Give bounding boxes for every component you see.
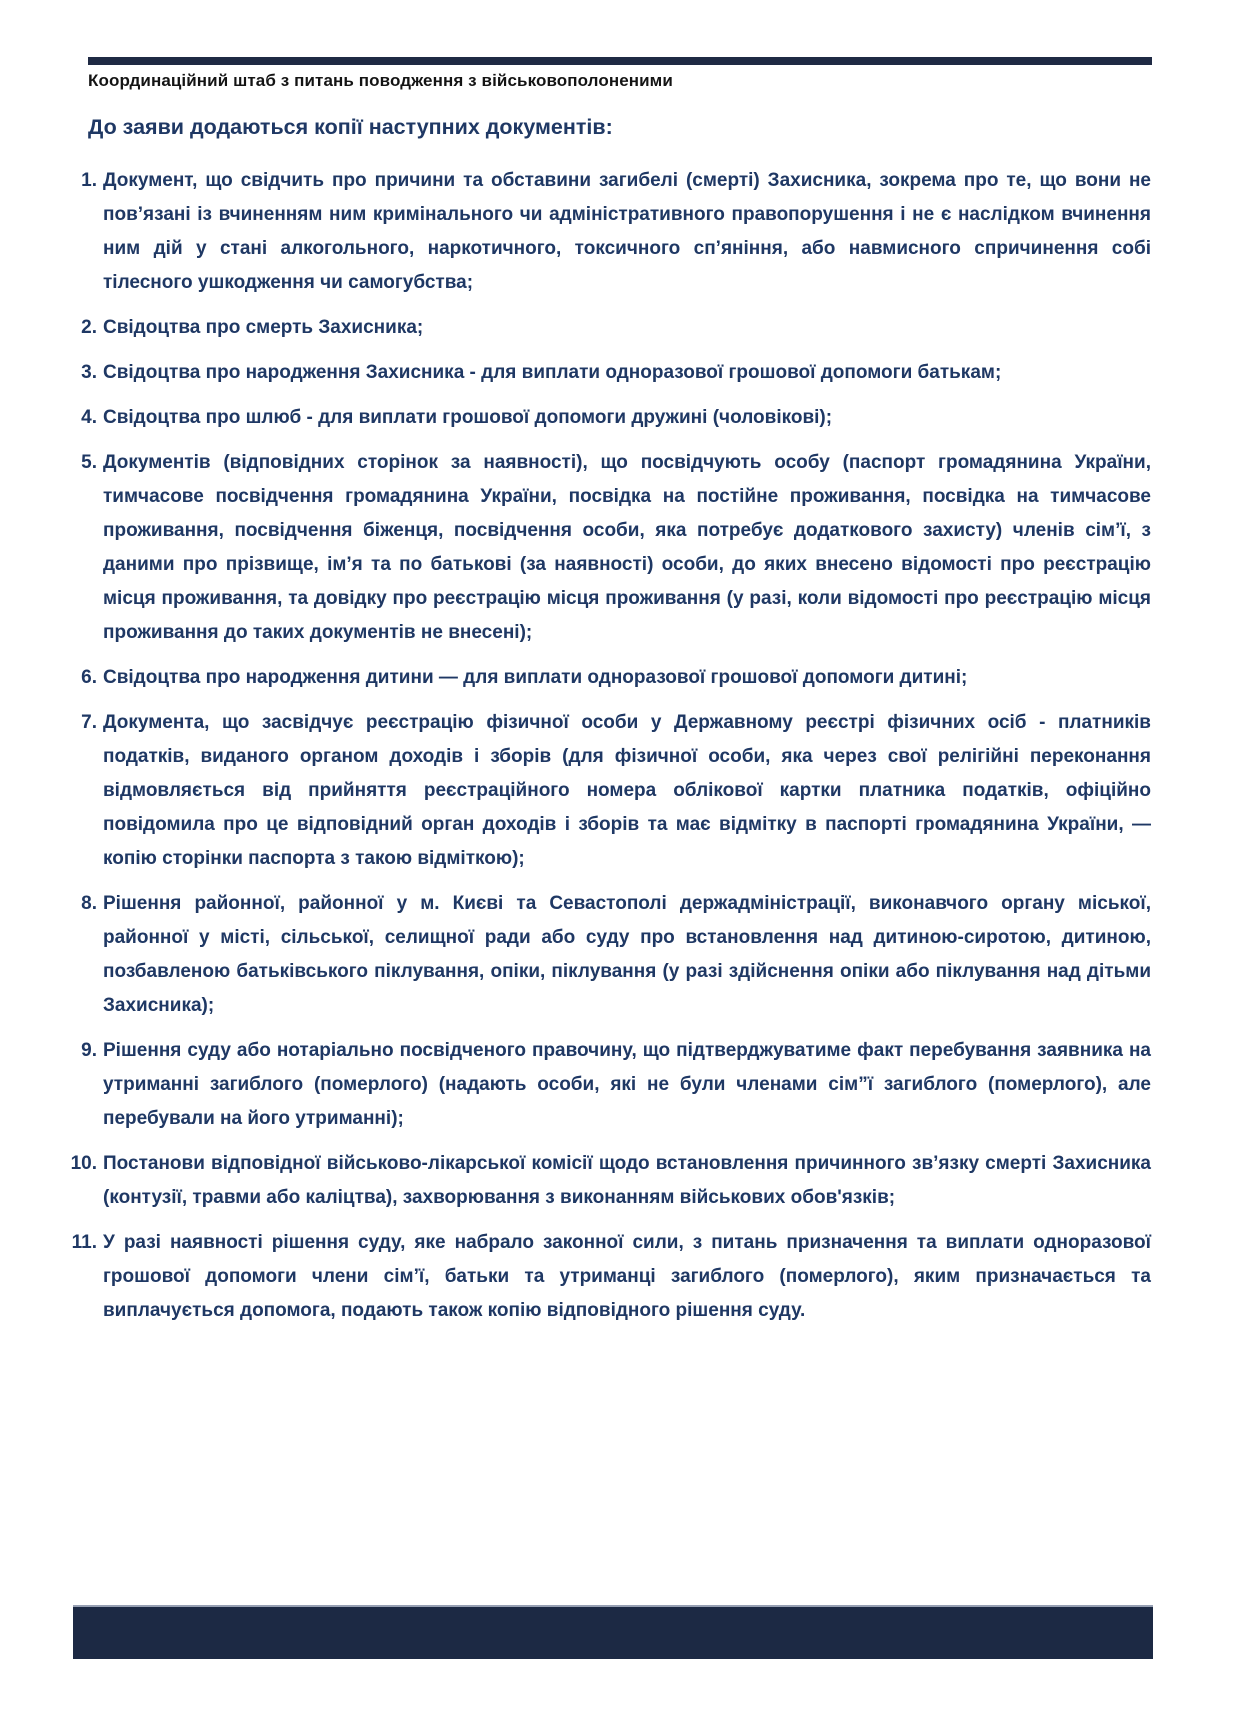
list-item (65, 311, 1151, 345)
org-header: Координаційний штаб з питань поводження з військовополоненими (88, 71, 673, 90)
footer-bar (73, 1605, 1153, 1659)
list-item (65, 356, 1151, 390)
document-list (65, 164, 1151, 1339)
page-title: До заяви додаються копії наступних документів: (88, 115, 613, 139)
list-item (65, 706, 1151, 876)
top-rule (88, 57, 1152, 65)
list-item-number: 7. (81, 712, 97, 733)
list-item (65, 1147, 1151, 1215)
list-item-number: 10. (70, 1153, 97, 1174)
list-item-text: У разі наявності рішення суду, яке набрало законної сили, з питань призначення та виплати одноразової грошової допомоги члени сім’ї, батьки та утриманці загиблого (померлого), яким призначається та виплачується допомога, подають також копію відповідного рішення суду. (103, 1232, 1151, 1321)
list-item-number: 11. (71, 1232, 97, 1253)
list-item (65, 164, 1151, 300)
list-item-number: 9. (81, 1040, 97, 1061)
list-item-text: Документ, що свідчить про причини та обставини загибелі (смерті) Захисника, зокрема про те, що вони не пов’язані із вчиненням ним кримінального чи адміністративного правопорушення і не є наслідком вчинення ним дій у стані алкогольного, наркотичного, токсичного сп’яніння, або навмисного спричинення собі тілесного ушкодження чи самогубства; (103, 170, 1151, 293)
list-item (65, 1226, 1151, 1328)
list-item (65, 446, 1151, 650)
list-item (65, 887, 1151, 1023)
list-item-number: 4. (81, 407, 97, 428)
list-item-text: Рішення районної, районної у м. Києві та Севастополі держадміністрації, виконавчого органу міської, районної у місті, сільської, селищної ради або суду про встановлення над дитиною-сиротою, дитиною, позбавленою батьківського піклування, опіки, піклування (у разі здійснення опіки або піклування над дітьми Захисника); (103, 893, 1151, 1016)
list-item-number: 2. (81, 317, 97, 338)
list-item-text: Документа, що засвідчує реєстрацію фізичної особи у Державному реєстрі фізичних осіб - платників податків, виданого органом доходів і зборів (для фізичної особи, яка через свої релігійні переконання відмовляється від прийняття реєстраційного номера облікової картки платника податків, офіційно повідомила про це відповідний орган доходів і зборів та має відмітку в паспорті громадянина України, — копію сторінки паспорта з такою відміткою); (103, 712, 1151, 869)
list-item-text: Свідоцтва про народження Захисника - для виплати одноразової грошової допомоги батькам; (103, 362, 1002, 383)
list-item-number: 6. (81, 667, 97, 688)
list-item (65, 1034, 1151, 1136)
list-item (65, 401, 1151, 435)
list-item-text: Документів (відповідних сторінок за наявності), що посвідчують особу (паспорт громадянина України, тимчасове посвідчення громадянина України, посвідка на постійне проживання, посвідка на тимчасове проживання, посвідчення біженця, посвідчення особи, яка потребує додаткового захисту) членів сім’ї, з даними про прізвище, ім’я та по батькові (за наявності) особи, до яких внесено відомості про реєстрацію місця проживання, та довідку про реєстрацію місця проживання (у разі, коли відомості про реєстрацію місця проживання до таких документів не внесені); (103, 452, 1151, 643)
list-item-text: Свідоцтва про народження дитини — для виплати одноразової грошової допомоги дитині; (103, 667, 968, 688)
list-item-number: 1. (81, 170, 97, 191)
list-item-text: Свідоцтва про шлюб - для виплати грошової допомоги дружині (чоловікові); (103, 407, 833, 428)
list-item-number: 8. (81, 893, 97, 914)
list-item-number: 5. (81, 452, 97, 473)
list-item (65, 661, 1151, 695)
list-item-text: Постанови відповідної військово-лікарської комісії щодо встановлення причинного зв’язку смерті Захисника (контузії, травми або каліцтва), захворювання з виконанням військових обов'язків; (103, 1153, 1151, 1208)
list-item-number: 3. (81, 362, 97, 383)
list-item-text: Рішення суду або нотаріально посвідченого правочину, що підтверджуватиме факт перебування заявника на утриманні загиблого (померлого) (надають особи, які не були членами сім”ї загиблого (померлого), але перебували на його утриманні); (103, 1040, 1151, 1129)
list-item-text: Свідоцтва про смерть Захисника; (103, 317, 424, 338)
